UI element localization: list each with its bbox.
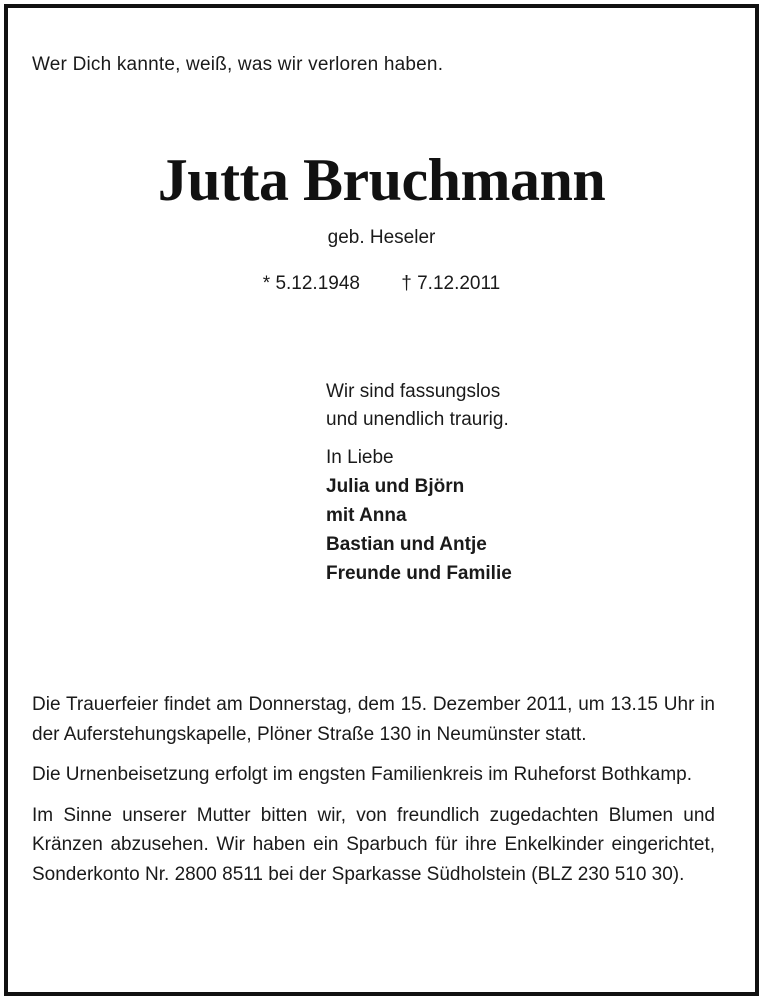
mourner-name: Julia und Björn (326, 476, 465, 497)
burial-paragraph: Die Urnenbeisetzung erfolgt im engsten Familienkreis im Ruheforst Bothkamp. (32, 764, 693, 785)
mourner-name: Bastian und Antje (326, 534, 487, 555)
motto-text: Wer Dich kannte, weiß, was wir verloren haben. (32, 54, 444, 75)
funeral-info (32, 690, 715, 900)
obituary-frame (4, 4, 759, 996)
funeral-paragraph: Die Trauerfeier findet am Donnerstag, dem 15. Dezember 2011, um 13.15 Uhr in der Auferstehungskapelle, Plöner Straße 130 in Neumünster statt. (32, 694, 715, 745)
life-dates (8, 273, 755, 295)
wishes-paragraph: Im Sinne unserer Mutter bitten wir, von freundlich zugedachten Blumen und Kränzen abzusehen. Wir haben ein Sparbuch für ihre Enkelkinder eingerichtet, Sonderkonto Nr. 2800 8511 bei der Sparkasse Südholstein (BLZ 230 510 30). (32, 804, 715, 885)
birth-name: geb. Heseler (327, 227, 436, 248)
grief-line: Wir sind fassungslos (326, 381, 501, 402)
mourners-block (326, 378, 512, 588)
mourner-name: mit Anna (326, 505, 407, 526)
death-date: † 7.12.2011 (401, 273, 501, 294)
grief-line: und unendlich traurig. (326, 409, 509, 430)
birth-date: * 5.12.1948 (262, 273, 360, 294)
mourner-name: Freunde und Familie (326, 563, 512, 584)
deceased-name: Jutta Bruchmann (157, 147, 606, 213)
in-love-label: In Liebe (326, 447, 394, 468)
